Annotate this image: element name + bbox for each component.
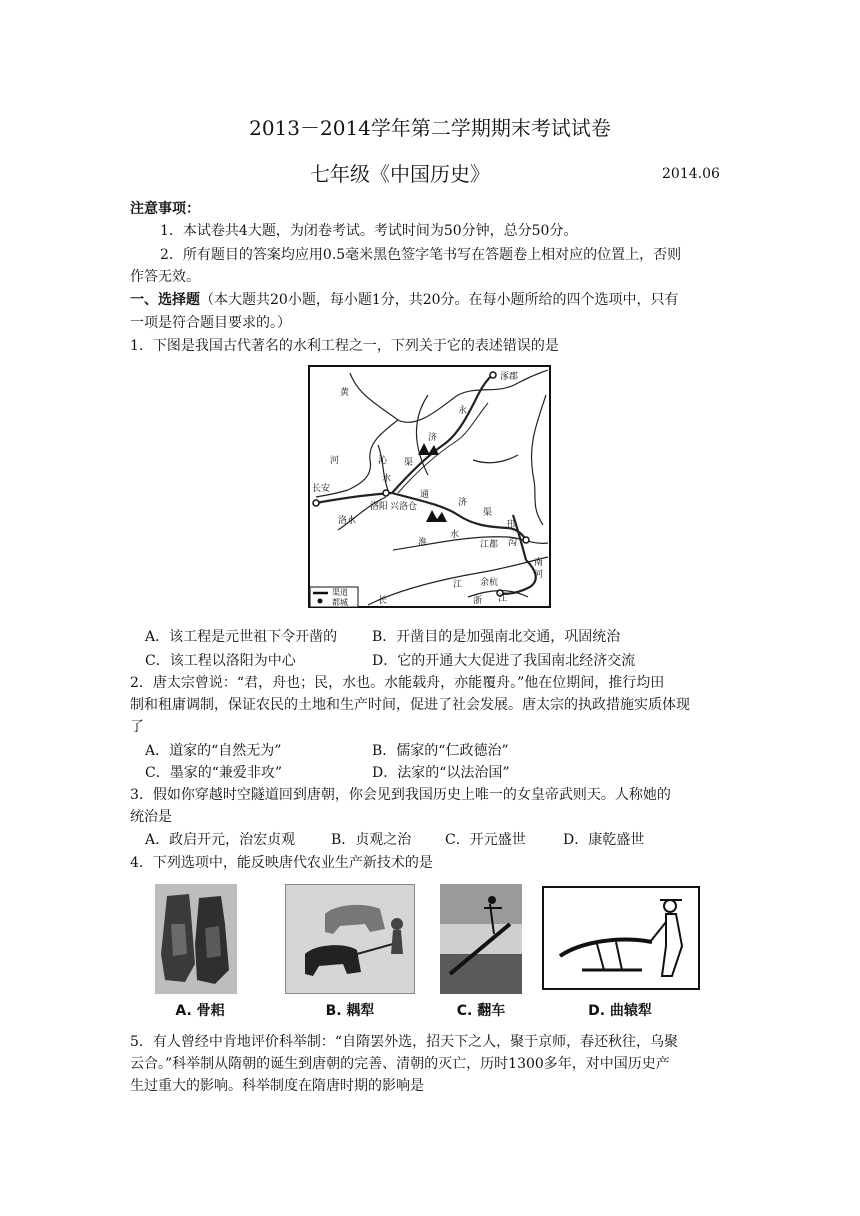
- svg-text:江: 江: [498, 594, 508, 604]
- notes-item-1: 1．本试卷共4大题，为闭卷考试。考试时间为50分钟，总分50分。: [160, 223, 578, 239]
- q2-option-c: C．墨家的“兼爱非攻”: [145, 765, 283, 781]
- svg-text:渠: 渠: [483, 508, 493, 518]
- svg-text:渠: 渠: [404, 458, 414, 468]
- q4-caption-b: B. 耦犁: [325, 1003, 375, 1019]
- svg-text:淮: 淮: [418, 538, 428, 548]
- q1-option-c: C．该工程以洛阳为中心: [145, 653, 296, 669]
- svg-text:济: 济: [458, 498, 468, 508]
- notes-heading: 注意事项：: [130, 201, 200, 217]
- q3-line-2: 统治是: [130, 809, 172, 825]
- svg-text:邗: 邗: [506, 520, 516, 530]
- section-1-desc-line-1: （本大题共20小题，每小题1分，共20分。在每小题所给的四个选项中，只有: [200, 292, 679, 308]
- q1-stem: 1．下图是我国古代著名的水利工程之一，下列关于它的表述错误的是: [130, 338, 559, 354]
- q2-line-2: 制和租庸调制，保证农民的土地和生产时间，促进了社会发展。唐太宗的执政措施实质体现: [130, 697, 690, 713]
- q5-line-3: 生过重大的影响。科举制度在隋唐时期的影响是: [130, 1078, 424, 1094]
- notes-item-2-line-1: 2．所有题目的答案均应用0.5毫米黑色签字笔书写在答题卷上相对应的位置上，否则: [160, 247, 682, 263]
- svg-text:河: 河: [534, 570, 544, 580]
- q2-option-b: B．儒家的“仁政德治”: [372, 743, 509, 759]
- q2-option-d: D．法家的“以法治国”: [372, 765, 510, 781]
- svg-text:余杭: 余杭: [480, 578, 499, 588]
- svg-text:江: 江: [453, 580, 463, 590]
- svg-text:渠道: 渠道: [332, 588, 348, 597]
- q3-option-c: C．开元盛世: [445, 832, 526, 848]
- svg-text:洛水: 洛水: [338, 516, 357, 526]
- section-1-heading: 一、选择题: [130, 292, 200, 308]
- svg-text:南: 南: [534, 558, 544, 568]
- q5-line-2: 云合。”科举制从隋朝的诞生到唐朝的完善、清朝的灭亡，历时1300多年，对中国历史产: [130, 1056, 670, 1072]
- q3-line-1: 3．假如你穿越时空隧道回到唐朝，你会见到我国历史上唯一的女皇帝武则天。人称她的: [130, 787, 671, 803]
- q3-option-d: D．康乾盛世: [563, 832, 645, 848]
- svg-text:济: 济: [428, 433, 438, 443]
- svg-text:河: 河: [330, 456, 340, 466]
- svg-text:涿郡: 涿郡: [500, 372, 519, 382]
- svg-text:江都: 江都: [480, 540, 499, 550]
- svg-text:永: 永: [458, 406, 468, 416]
- grand-canal-map: [308, 365, 551, 608]
- svg-text:沁: 沁: [378, 456, 388, 466]
- svg-text:兴洛仓: 兴洛仓: [390, 502, 418, 512]
- exam-subtitle: 七年级《中国历史》: [310, 162, 490, 186]
- q2-option-a: A．道家的“自然无为”: [145, 743, 282, 759]
- q4-caption-a: A. 骨耜: [175, 1003, 225, 1019]
- svg-text:水: 水: [450, 530, 460, 540]
- svg-text:长: 长: [378, 596, 388, 606]
- q4-stem: 4．下列选项中，能反映唐代农业生产新技术的是: [130, 855, 433, 871]
- bone-spade-image: [155, 884, 237, 994]
- section-1-desc-line-2: 一项是符合题目要求的。）: [130, 315, 291, 331]
- ox-plough-image: [285, 884, 415, 994]
- svg-text:洛阳: 洛阳: [370, 502, 389, 512]
- notes-item-2-line-2: 作答无效。: [130, 269, 200, 285]
- exam-date: 2014.06: [662, 166, 720, 182]
- q3-option-b: B．贞观之治: [331, 832, 412, 848]
- q2-line-1: 2．唐太宗曾说：“君，舟也；民，水也。水能载舟，亦能覆舟。”他在位期间，推行均田: [130, 675, 665, 691]
- q2-line-3: 了: [130, 719, 144, 735]
- q1-option-d: D．它的开通大大促进了我国南北经济交流: [372, 653, 636, 669]
- svg-text:沟: 沟: [508, 538, 518, 548]
- q3-option-a: A．政启开元，治宏贞观: [145, 832, 296, 848]
- svg-text:通: 通: [420, 490, 430, 500]
- q1-option-b: B．开凿目的是加强南北交通，巩固统治: [372, 629, 621, 645]
- svg-text:长安: 长安: [312, 484, 331, 494]
- svg-text:浙: 浙: [473, 596, 483, 606]
- q4-caption-c: C. 翻车: [456, 1003, 506, 1019]
- section-1-intro: [130, 289, 679, 311]
- q5-line-1: 5．有人曾经中肯地评价科举制：“自隋罢外选，招天下之人，聚于京师，春还秋往，乌聚: [130, 1034, 679, 1050]
- water-wheel-image: [440, 884, 522, 994]
- q4-caption-d: D. 曲辕犁: [588, 1003, 652, 1019]
- svg-text:都城: 都城: [332, 598, 348, 607]
- exam-title: 2013－2014学年第二学期期末考试试卷: [249, 116, 611, 140]
- svg-text:水: 水: [382, 474, 392, 484]
- curved-plough-image: [542, 886, 700, 990]
- q1-option-a: A．该工程是元世祖下令开凿的: [145, 629, 338, 645]
- svg-text:黄: 黄: [340, 388, 350, 398]
